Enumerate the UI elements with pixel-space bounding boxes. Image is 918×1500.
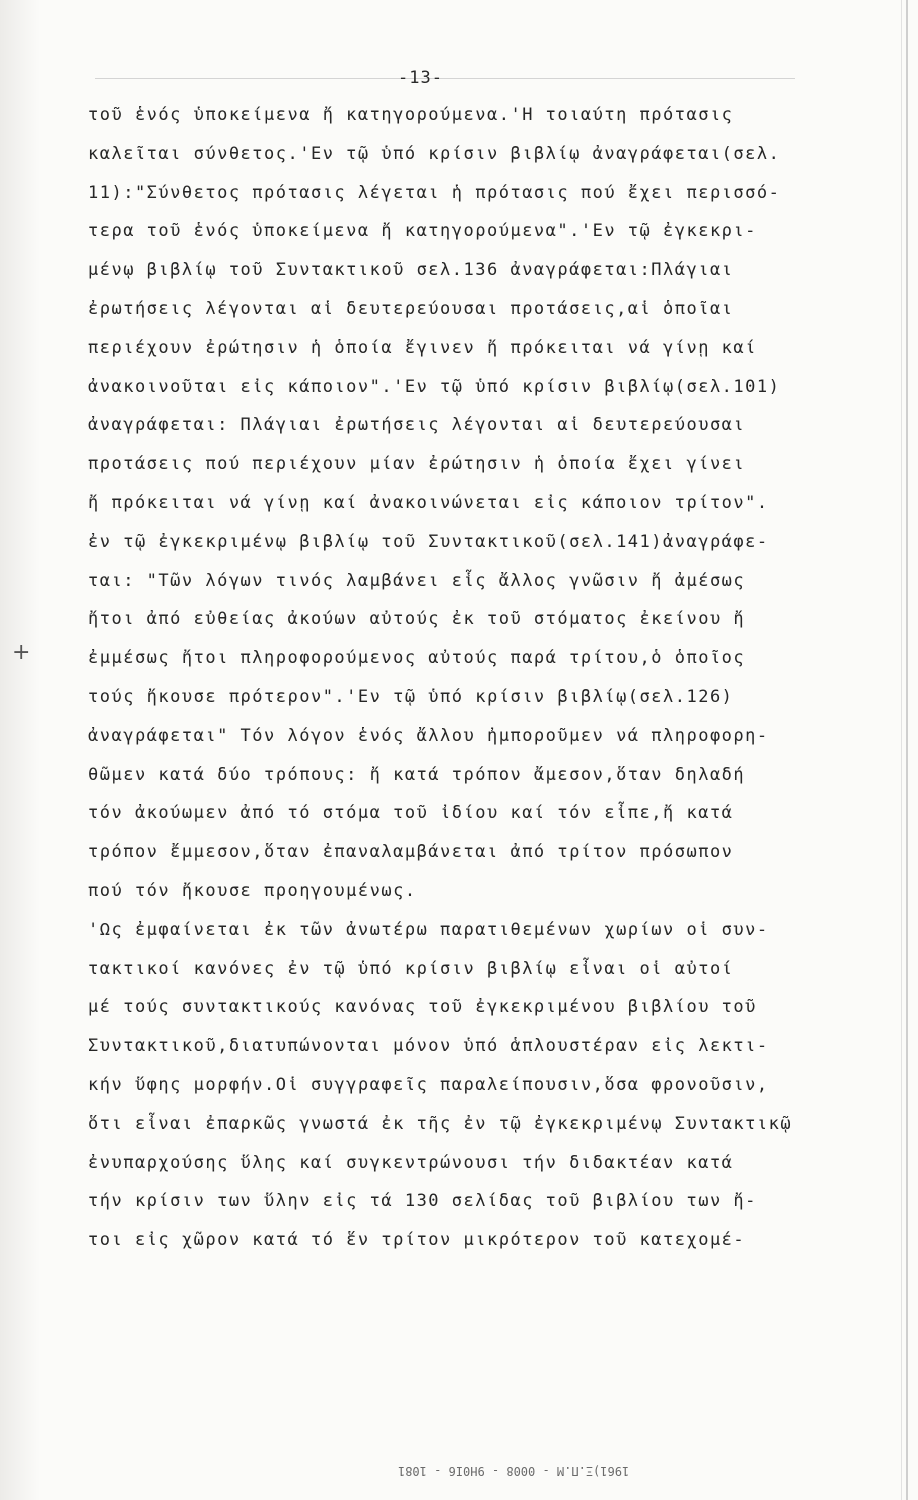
text-line: ἐν τῷ ἐγκεκριμένῳ βιβλίῳ τοῦ Συντακτικοῦ(σελ.141)ἀναγράφε- [88,531,769,552]
text-line: θῶμεν κατά δύο τρόπους: ἤ κατά τρόπον ἄμεσον,ὅταν δηλαδή [88,764,746,785]
text-line: ἀναγράφεται" Τόν λόγον ἑνός ἄλλου ἠμποροῦμεν νά πληροφορη- [88,725,769,746]
text-line: ἀναγράφεται: Πλάγιαι ἐρωτήσεις λέγονται αἱ δευτερεύουσαι [88,415,746,436]
text-line: ται: "Τῶν λόγων τινός λαμβάνει εἷς ἄλλος γνῶσιν ἤ ἀμέσως [88,570,746,591]
text-line: 11):"Σύνθετος πρότασις λέγεται ἡ πρότασις πού ἔχει περισσό- [88,182,781,203]
text-line: καλεῖται σύνθετος.'Εν τῷ ὑπό κρίσιν βιβλίῳ ἀναγράφεται(σελ. [88,143,781,164]
text-line: μέ τούς συντακτικούς κανόνας τοῦ ἐγκεκριμένου βιβλίου τοῦ [88,997,757,1018]
binding-edge-inner [901,0,902,1500]
text-line: ἐνυπαρχούσης ὕλης καί συγκεντρώνουσι τήν διδακτέαν κατά [88,1152,734,1173]
margin-cross-mark: + [12,640,31,665]
text-line: Συντακτικοῦ,διατυπώνονται μόνον ὑπό ἁπλουστέραν εἰς λεκτι- [88,1036,769,1057]
text-line: περιέχουν ἐρώτησιν ἡ ὁποία ἔγινεν ἤ πρόκειται νά γίνῃ καί [88,337,757,358]
text-line: τοι εἰς χῶρον κατά τό ἕν τρίτον μικρότερον τοῦ κατεχομέ- [88,1230,746,1251]
text-line: κήν ὕφης μορφήν.Οἱ συγγραφεῖς παραλείπουσιν,ὅσα φρονοῦσιν, [88,1074,769,1095]
text-line: τόν ἀκούωμεν ἀπό τό στόμα τοῦ ἰδίου καί τόν εἶπε,ἤ κατά [88,803,734,824]
text-line: τρόπον ἔμμεσον,ὅταν ἐπαναλαμβάνεται ἀπό τρίτον πρόσωπον [88,842,734,863]
text-line: ἐμμέσως ἤτοι πληροφορούμενος αὐτούς παρά τρίτου,ὁ ὁποῖος [88,648,746,669]
text-line: ὅτι εἶναι ἐπαρκῶς γνωστά ἐκ τῆς ἐν τῷ ἐγκεκριμένῳ Συντακτικῷ [88,1113,793,1134]
text-line: ἐρωτήσεις λέγονται αἱ δευτερεύουσαι προτάσεις,αἱ ὁποῖαι [88,298,734,319]
text-line: τερα τοῦ ἑνός ὑποκείμενα ἤ κατηγορούμενα".'Εν τῷ ἐγκεκρι- [88,221,757,242]
binding-edge [906,0,908,1500]
text-line: ἤ πρόκειται νά γίνῃ καί ἀνακοινώνεται εἰς κάποιον τρίτον". [88,492,769,513]
text-line: τοῦ ἑνός ὑποκείμενα ἤ κατηγορούμενα.'Η τοιαύτη πρότασις [88,105,734,125]
footer-printer-imprint: 1961)Ξ.Π.Μ - 0008 - 9Η0Ι6 - 1081 [398,1464,630,1478]
text-line: τούς ἤκουσε πρότερον".'Εν τῷ ὑπό κρίσιν βιβλίῳ(σελ.126) [88,686,734,707]
text-line: 'Ως ἐμφαίνεται ἐκ τῶν ἀνωτέρω παρατιθεμένων χωρίων οἱ συν- [88,919,769,940]
text-line: πού τόν ἤκουσε προηγουμένως. [88,880,417,901]
text-line: τήν κρίσιν των ὕλην εἰς τά 130 σελίδας τοῦ βιβλίου των ἤ- [88,1191,757,1212]
page-number: -13- [398,68,443,88]
text-line: προτάσεις πού περιέχουν μίαν ἐρώτησιν ἡ ὁποία ἔχει γίνει [88,454,746,475]
text-line: ἀνακοινοῦται εἰς κάποιον".'Εν τῷ ὑπό κρίσιν βιβλίῳ(σελ.101) [88,376,781,397]
text-line: μένῳ βιβλίῳ τοῦ Συντακτικοῦ σελ.136 ἀναγράφεται:Πλάγιαι [88,260,734,281]
body-text [88,96,878,1260]
header-rule [95,78,795,79]
text-line: ἤτοι ἀπό εὐθείας ἀκούων αὐτούς ἐκ τοῦ στόματος ἐκείνου ἤ [88,609,746,630]
page-left-shadow [0,0,40,1500]
text-line: τακτικοί κανόνες ἐν τῷ ὑπό κρίσιν βιβλίῳ εἶναι οἱ αὐτοί [88,958,734,979]
